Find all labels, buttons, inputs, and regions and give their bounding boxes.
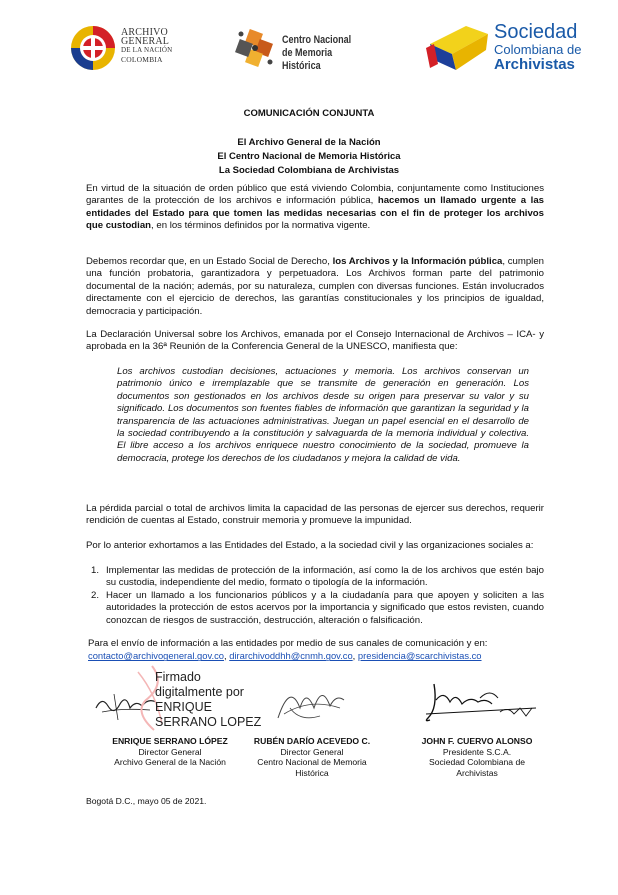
signer-role: Presidente S.C.A. <box>442 746 512 757</box>
list-item-number: 2. <box>91 589 100 601</box>
list-item <box>86 590 544 627</box>
signer-3 <box>392 736 562 778</box>
list-item <box>86 565 544 590</box>
agn-logo <box>70 22 220 74</box>
signer-org: Archivo General de la Nación <box>114 757 226 768</box>
paragraph-3: La Declaración Universal sobre los Archivos, emanada por el Consejo Internacional de Archivos – ICA- y aprobada en la 36ª Reunión de la Conferencia General de la UNESCO, manifiesta que: <box>86 329 544 353</box>
contact-intro: Para el envío de información a las entidades por medio de sus canales de comunicación y en: <box>88 638 488 649</box>
exhortation-list <box>86 565 544 627</box>
paragraph-contact <box>88 638 548 663</box>
declaration-quote: Los archivos custodian decisiones, actuaciones y memoria. Los archivos conservan un patrimonio único e irremplazable que se transmite de generación en generación. Los documentos son gestionados en los archivos desde su origen para preservar su valor y su significado. Los documentos son fuentes fiables de información que garantizan la seguridad y la transparencia de las actuaciones administrativas. Juegan un papel esencial en el desarrollo de la sociedad contribuyendo a la constitución y salvaguarda de la memoria individual y colectiva. El libre acceso a los archivos enriquece nuestro conocimiento de la sociedad, promueve la democracia, protege los derechos de los ciudadanos y mejora la calidad de vida. <box>117 366 529 464</box>
agn-logo-text <box>121 28 172 64</box>
contact-links <box>88 650 548 662</box>
sca-line-2: Colombiana de <box>494 42 582 57</box>
signer-2 <box>232 736 392 778</box>
title-line-3: La Sociedad Colombiana de Archivistas <box>218 165 400 176</box>
signer-org: Centro Nacional de Memoria Histórica <box>257 757 367 778</box>
link-cnmh-email[interactable]: dirarchivoddhh@cnmh.gov.co <box>229 650 353 662</box>
digital-line-1: Firmado <box>155 670 201 684</box>
sca-flag-icon <box>426 24 490 72</box>
signer-role: Director General <box>280 746 344 757</box>
cnmh-line-2: de Memoria Histórica <box>282 47 333 72</box>
link-separator: , <box>352 650 358 662</box>
p1-text-a: En virtud de la situación de orden público que está viviendo Colombia, conjuntamente como Instituciones garantes de la protección de los archivos e información pública, <box>86 183 544 207</box>
signature-3-scribble <box>420 678 540 728</box>
sca-logo <box>426 20 596 76</box>
sca-line-3: Archivistas <box>494 56 575 73</box>
agn-line-1: ARCHIVO <box>121 27 168 38</box>
signer-name: ENRIQUE SERRANO LÓPEZ <box>112 736 228 746</box>
p1-text-c: , en los términos definidos por la normativa vigente. <box>151 220 371 232</box>
signer-name: JOHN F. CUERVO ALONSO <box>421 736 533 746</box>
link-separator: , <box>223 650 230 662</box>
cnmh-line-1: Centro Nacional <box>282 34 352 46</box>
list-item-number: 1. <box>91 565 100 576</box>
p2-text-a: Debemos recordar que, en un Estado Social de Derecho, <box>86 256 333 267</box>
title-block <box>0 108 618 178</box>
cnmh-logo-text <box>282 34 366 73</box>
digital-line-2: digitalmente por <box>155 685 244 699</box>
p2-text-bold: los Archivos y la Información pública <box>332 256 503 267</box>
signer-org: Sociedad Colombiana de Archivistas <box>428 757 526 778</box>
cnmh-pinwheel-icon <box>234 27 276 69</box>
cnmh-logo <box>234 24 384 72</box>
digital-line-3: ENRIQUE <box>155 700 212 714</box>
title-line-2: El Centro Nacional de Memoria Histórica <box>217 151 401 162</box>
paragraph-5: Por lo anterior exhortamos a las Entidades del Estado, a la sociedad civil y las organizaciones sociales a: <box>86 540 534 551</box>
paragraph-1 <box>86 183 544 233</box>
paragraph-2 <box>86 256 544 318</box>
agn-line-4: COLOMBIA <box>121 55 163 64</box>
list-item-text: Hacer un llamado a los funcionarios públicos y a la ciudadanía para que apoyen y soliciten a las autoridades la protección de estos acervos por la importancia y significado que estos revisten, cuando conozcan de riesgos de sustracción, destrucción, alteración o falsificación. <box>106 589 544 626</box>
agn-line-3: DE LA NACIÓN <box>121 46 173 54</box>
signer-1 <box>90 736 250 768</box>
document-date: Bogotá D.C., mayo 05 de 2021. <box>86 796 207 806</box>
agn-line-2: GENERAL <box>121 36 170 47</box>
p1-text-bold: hacemos un llamado urgente a las entidades del Estado para que tomen las medidas necesarias con el fin de proteger los archivos que custodian <box>86 195 545 232</box>
signature-area <box>0 664 618 778</box>
link-sca-email[interactable]: presidencia@scarchivistas.co <box>357 650 482 662</box>
title-line-1: El Archivo General de la Nación <box>237 137 381 148</box>
document-title: COMUNICACIÓN CONJUNTA <box>243 108 375 119</box>
signature-2-scribble <box>270 678 350 728</box>
digital-line-4: SERRANO LOPEZ <box>155 715 262 729</box>
digital-signature-note <box>155 670 261 730</box>
signer-name: RUBÉN DARÍO ACEVEDO C. <box>253 736 371 746</box>
signer-role: Director General <box>138 746 202 757</box>
agn-seal-icon <box>70 25 116 71</box>
sca-line-1: Sociedad <box>494 21 578 43</box>
list-item-text: Implementar las medidas de protección de la información, así como la de los archivos que estén bajo su custodia, independiente del medio, formato o tipología de la información. <box>106 565 544 589</box>
link-agn-email[interactable]: contacto@archivogeneral.gov.co <box>88 650 224 662</box>
p2-text-c: , cumplen una función probatoria, garantizadora y perpetuadora. Los Archivos forman parte del patrimonio documental de la nación; además, por su naturaleza, cumplen con diversas funciones. Están involucrados directamente con el ejercicio de derechos, las garantías constitucionales y los principios de igualdad, democracia y participación. <box>86 256 544 317</box>
header-logos <box>0 18 618 78</box>
paragraph-4: La pérdida parcial o total de archivos limita la capacidad de las personas de ejercer sus derechos, requerir rendición de cuentas al Estado, construir memoria y promueve la impunidad. <box>86 503 544 527</box>
